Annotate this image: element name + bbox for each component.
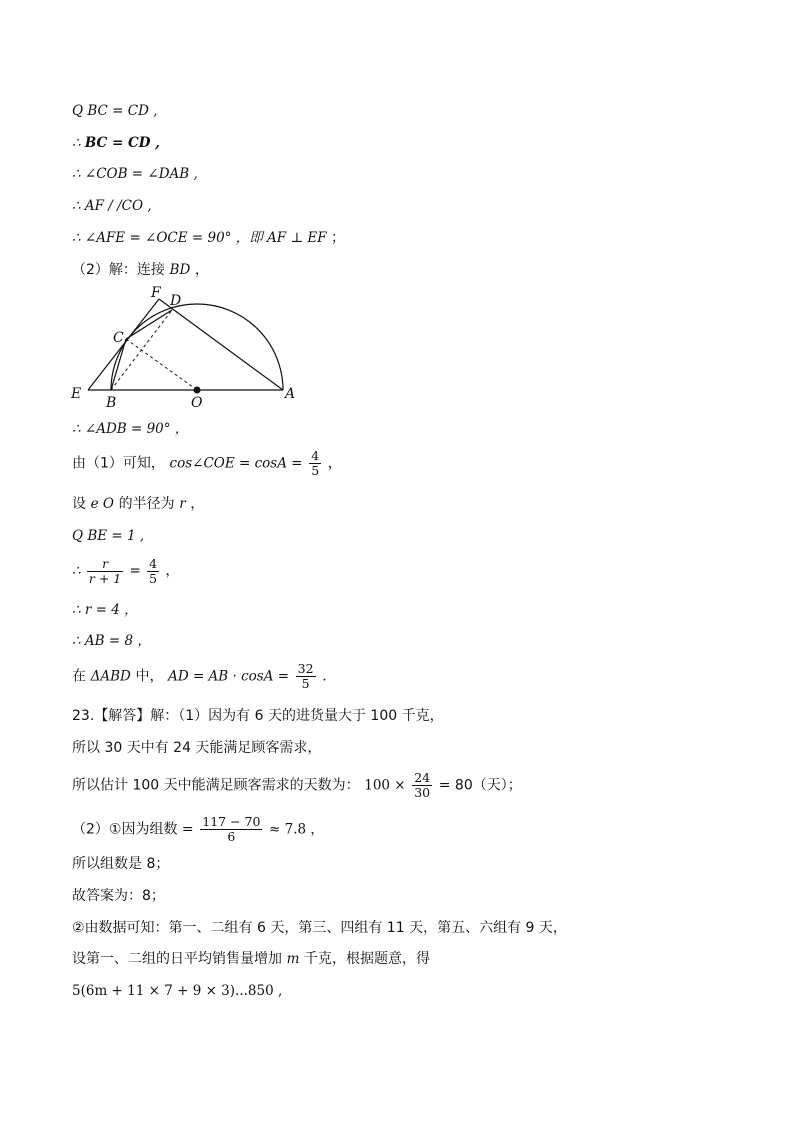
proof-line-13: ∴ AB = 8 ， — [72, 633, 151, 649]
variable-m: m — [286, 951, 300, 967]
q23-line-4: （2）①因为组数 = $\frac{117 - 70}{6}$ ≈ 7.8 ， — [72, 814, 324, 844]
proof-line-4: ∴ AF / /CO , — [72, 198, 152, 214]
therefore-symbol: ∴ — [72, 135, 81, 151]
proof-line-7: ∴ ∠ADB = 90° ， — [72, 421, 189, 437]
from-part1: 由（1）可知， — [72, 455, 165, 472]
radius-r: r — [179, 496, 186, 512]
q23-line-7: ②由数据可知：第一、二组有 6 天，第三、四组有 11 天，第五、六组有 9 天， — [72, 920, 567, 936]
proof-line-11: ∴ $\frac{r}{r + 1}$ = $\frac{4}{5}$ ， — [72, 556, 180, 586]
arc-equality: BC = CD , — [84, 135, 160, 151]
proof-line-3: ∴ ∠COB = ∠DAB , — [72, 166, 198, 182]
segment-bd: BD — [169, 262, 191, 278]
proof-line-14: 在 ΔABD 中， AD = AB · cosA = $\frac{32}{5}$ ． — [72, 661, 337, 691]
semicolon: ； — [330, 230, 345, 246]
q23-answer-heading: 23.【解答】解：（1）因为有 6 天的进货量大于 100 千克， — [72, 708, 444, 724]
proof-line-10: Q BE = 1 , — [72, 528, 145, 544]
geometry-figure — [66, 282, 306, 412]
label-a: A — [285, 386, 296, 402]
proof-line-9: 设 e O 的半径为 r ， — [72, 496, 205, 512]
fraction-32-5: $\frac{32}{5}$ — [297, 661, 314, 691]
q23-inequality: 5(6m + 11 × 7 + 9 × 3)...850 , — [72, 983, 283, 999]
label-e: E — [71, 386, 82, 402]
part2-heading — [72, 260, 209, 280]
fraction-group-count: $\frac{117 - 70}{6}$ — [202, 814, 261, 844]
label-d: D — [170, 293, 182, 309]
q23-line-6: 故答案为：8； — [72, 888, 165, 904]
angle-equality: ∴ ∠AFE = ∠OCE = 90° ，即 — [72, 230, 263, 246]
dashed-co — [126, 339, 197, 390]
fraction-4-5: $\frac{4}{5}$ — [311, 448, 320, 478]
q23-line-3: 所以估计 100 天中能满足顾客需求的天数为： 100 × $\frac{24}{30}$ = 80（天）； — [72, 770, 522, 800]
q23-line-8: 设第一、二组的日平均销售量增加 m 千克，根据题意，得 — [72, 951, 431, 967]
triangle-abd: ΔABD — [90, 668, 131, 685]
comma: ， — [194, 262, 209, 278]
part2-label: （2）解：连接 — [72, 262, 165, 278]
label-o: O — [191, 395, 203, 411]
proof-line-5 — [72, 228, 345, 248]
circle-o: e O — [90, 496, 114, 512]
chord-cd — [126, 310, 172, 339]
proof-line-2 — [72, 133, 160, 153]
fraction-24-30: $\frac{24}{30}$ — [414, 770, 431, 800]
center-point-o — [194, 387, 201, 394]
proof-line-1: Q BC = CD , — [72, 103, 158, 119]
label-b: B — [106, 395, 117, 411]
q23-line-2: 所以 30 天中有 24 天能满足顾客需求， — [72, 740, 322, 756]
label-f: F — [151, 285, 161, 301]
line-bc — [111, 339, 126, 390]
fraction-r-over-r-plus-1: $\frac{r}{r + 1}$ — [88, 556, 122, 586]
q23-line-5: 所以组数是 8； — [72, 856, 170, 872]
perpendicular-statement: AF ⊥ EF — [267, 230, 327, 246]
proof-line-8: 由（1）可知， cos∠COE = cosA = $\frac{4}{5}$ ， — [72, 448, 342, 478]
fraction-4-5-rhs: $\frac{4}{5}$ — [149, 556, 158, 586]
line-fa — [159, 299, 283, 390]
proof-line-12: ∴ r = 4 ， — [72, 602, 138, 618]
cosine-equality: cos∠COE = cosA = — [169, 455, 303, 472]
ad-equation: AD = AB · cosA = — [168, 668, 290, 685]
label-c: C — [113, 330, 124, 346]
